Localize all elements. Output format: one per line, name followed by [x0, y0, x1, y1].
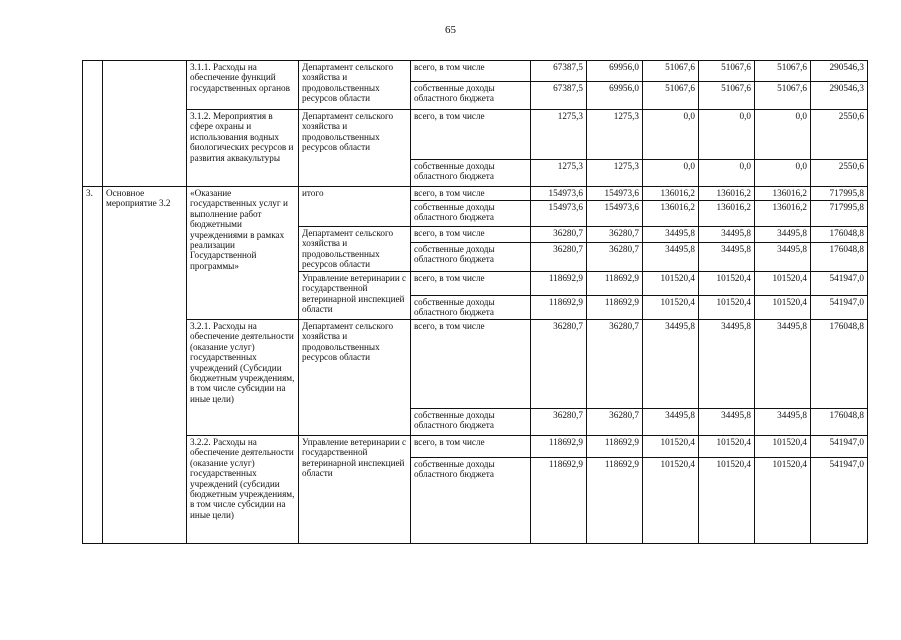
source-cell: всего, в том числе [411, 110, 531, 160]
value-cell: 0,0 [643, 160, 699, 187]
source-cell: всего, в том числе [411, 227, 531, 243]
value-cell: 0,0 [755, 160, 811, 187]
total-cell: 290546,3 [811, 61, 868, 82]
value-cell: 36280,7 [531, 409, 587, 436]
value-cell: 101520,4 [699, 296, 755, 320]
value-cell: 101520,4 [699, 436, 755, 458]
value-cell: 118692,9 [587, 436, 643, 458]
value-cell: 1275,3 [587, 160, 643, 187]
value-cell: 36280,7 [587, 243, 643, 272]
value-cell: 154973,6 [531, 187, 587, 201]
value-cell: 34495,8 [699, 243, 755, 272]
value-cell: 101520,4 [699, 272, 755, 296]
section-3-1-2-name: 3.1.2. Мероприятия в сфере охраны и использования водных биологических ресурсов и развития аквакультуры [187, 110, 299, 187]
total-cell: 290546,3 [811, 82, 868, 110]
value-cell: 154973,6 [587, 187, 643, 201]
source-cell: собственные доходы областного бюджета [411, 243, 531, 272]
value-cell: 36280,7 [587, 320, 643, 409]
source-cell: всего, в том числе [411, 436, 531, 458]
source-cell: всего, в том числе [411, 61, 531, 82]
total-cell: 541947,0 [811, 436, 868, 458]
value-cell: 34495,8 [643, 243, 699, 272]
total-cell: 717995,8 [811, 187, 868, 201]
value-cell: 136016,2 [699, 201, 755, 227]
main-measure-name: Основное мероприятие 3.2 [103, 187, 187, 544]
source-cell: собственные доходы областного бюджета [411, 82, 531, 110]
table-row [83, 187, 868, 201]
value-cell: 34495,8 [699, 320, 755, 409]
value-cell: 34495,8 [699, 409, 755, 436]
value-cell: 34495,8 [643, 227, 699, 243]
blank-cell [103, 61, 187, 187]
value-cell: 101520,4 [643, 296, 699, 320]
value-cell: 0,0 [755, 110, 811, 160]
executor-cell: Управление ветеринарии с государственной ветеринарной инспекцией области [299, 272, 411, 320]
value-cell: 118692,9 [587, 296, 643, 320]
value-cell: 136016,2 [643, 201, 699, 227]
section-3-1-1-name: 3.1.1. Расходы на обеспечение функций государственных органов [187, 61, 299, 110]
total-cell: 2550,6 [811, 110, 868, 160]
source-cell: всего, в том числе [411, 187, 531, 201]
value-cell: 0,0 [643, 110, 699, 160]
table-row [83, 436, 868, 458]
value-cell: 101520,4 [643, 436, 699, 458]
section-3-2-2-name: 3.2.2. Расходы на обеспечение деятельности (оказание услуг) государственных учреждений (субсидии бюджетным учреждениям, в том числе субсидии на иные цели) [187, 436, 299, 544]
value-cell: 34495,8 [755, 409, 811, 436]
value-cell: 118692,9 [531, 272, 587, 296]
table-row [83, 61, 868, 82]
value-cell: 118692,9 [587, 272, 643, 296]
value-cell: 101520,4 [755, 272, 811, 296]
value-cell: 101520,4 [755, 458, 811, 544]
total-cell: 176048,8 [811, 227, 868, 243]
total-cell: 541947,0 [811, 458, 868, 544]
value-cell: 36280,7 [587, 409, 643, 436]
value-cell: 0,0 [699, 160, 755, 187]
value-cell: 36280,7 [531, 320, 587, 409]
source-cell: собственные доходы областного бюджета [411, 201, 531, 227]
value-cell: 136016,2 [643, 187, 699, 201]
value-cell: 34495,8 [643, 320, 699, 409]
table-row [83, 320, 868, 409]
total-cell: 2550,6 [811, 160, 868, 187]
value-cell: 136016,2 [755, 187, 811, 201]
value-cell: 101520,4 [755, 296, 811, 320]
value-cell: 36280,7 [587, 227, 643, 243]
value-cell: 154973,6 [531, 201, 587, 227]
value-cell: 34495,8 [755, 243, 811, 272]
value-cell: 136016,2 [755, 201, 811, 227]
value-cell: 118692,9 [531, 436, 587, 458]
value-cell: 1275,3 [587, 110, 643, 160]
source-cell: всего, в том числе [411, 320, 531, 409]
total-cell: 541947,0 [811, 296, 868, 320]
source-cell: собственные доходы областного бюджета [411, 409, 531, 436]
executor-cell: Департамент сельского хозяйства и продовольственных ресурсов области [299, 227, 411, 272]
source-cell: собственные доходы областного бюджета [411, 458, 531, 544]
executor-cell: Департамент сельского хозяйства и продовольственных ресурсов области [299, 320, 411, 436]
value-cell: 136016,2 [699, 187, 755, 201]
value-cell: 51067,6 [755, 61, 811, 82]
value-cell: 101520,4 [643, 458, 699, 544]
total-cell: 176048,8 [811, 320, 868, 409]
value-cell: 51067,6 [699, 82, 755, 110]
row-number: 3. [83, 187, 103, 544]
value-cell: 69956,0 [587, 61, 643, 82]
value-cell: 0,0 [699, 110, 755, 160]
table-row [83, 110, 868, 160]
value-cell: 51067,6 [643, 61, 699, 82]
value-cell: 118692,9 [531, 458, 587, 544]
source-cell: собственные доходы областного бюджета [411, 160, 531, 187]
value-cell: 101520,4 [755, 436, 811, 458]
value-cell: 34495,8 [699, 227, 755, 243]
value-cell: 36280,7 [531, 227, 587, 243]
value-cell: 51067,6 [699, 61, 755, 82]
main-measure-description: «Оказание государственных услуг и выполнение работ бюджетными учреждениями в рамках реализации Государственной программы» [187, 187, 299, 320]
source-cell: всего, в том числе [411, 272, 531, 296]
total-cell: 176048,8 [811, 243, 868, 272]
total-cell: 541947,0 [811, 272, 868, 296]
blank-cell [83, 61, 103, 187]
section-3-2-1-name: 3.2.1. Расходы на обеспечение деятельности (оказание услуг) государственных учреждений (Субсидии бюджетным учреждениям, в том числе субсидии на иные цели) [187, 320, 299, 436]
value-cell: 118692,9 [587, 458, 643, 544]
value-cell: 51067,6 [755, 82, 811, 110]
value-cell: 34495,8 [755, 227, 811, 243]
value-cell: 118692,9 [531, 296, 587, 320]
total-cell: 176048,8 [811, 409, 868, 436]
value-cell: 1275,3 [531, 110, 587, 160]
value-cell: 154973,6 [587, 201, 643, 227]
value-cell: 69956,0 [587, 82, 643, 110]
value-cell: 1275,3 [531, 160, 587, 187]
executor-cell: итого [299, 187, 411, 227]
value-cell: 36280,7 [531, 243, 587, 272]
value-cell: 67387,5 [531, 82, 587, 110]
total-cell: 717995,8 [811, 201, 868, 227]
budget-table [82, 60, 868, 544]
value-cell: 34495,8 [643, 409, 699, 436]
executor-cell: Департамент сельского хозяйства и продовольственных ресурсов области [299, 61, 411, 110]
value-cell: 67387,5 [531, 61, 587, 82]
value-cell: 101520,4 [643, 272, 699, 296]
source-cell: собственные доходы областного бюджета [411, 296, 531, 320]
value-cell: 34495,8 [755, 320, 811, 409]
executor-cell: Управление ветеринарии с государственной ветеринарной инспекцией области [299, 436, 411, 544]
value-cell: 51067,6 [643, 82, 699, 110]
page-number: 65 [445, 24, 456, 36]
value-cell: 101520,4 [699, 458, 755, 544]
executor-cell: Департамент сельского хозяйства и продовольственных ресурсов области [299, 110, 411, 187]
